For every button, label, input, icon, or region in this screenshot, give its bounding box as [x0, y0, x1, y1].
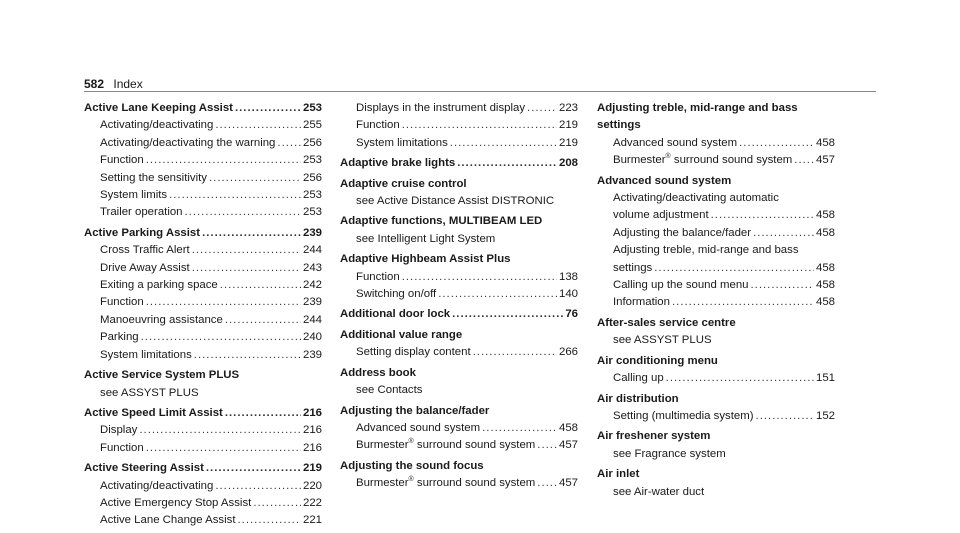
- entry-label: Air conditioning menu: [597, 354, 718, 367]
- entry-label: see ASSYST PLUS: [613, 334, 712, 347]
- page-reference: 457: [815, 154, 835, 167]
- dot-leader: [672, 294, 814, 311]
- dot-leader: [225, 312, 301, 329]
- entry-label: Adjusting treble, mid-range and bass: [597, 102, 798, 114]
- entry-label: Information: [613, 296, 670, 309]
- index-entry: [340, 117, 578, 134]
- entry-label: Display: [100, 424, 138, 437]
- page-reference: 219: [558, 136, 578, 149]
- index-entry: [597, 135, 835, 152]
- dot-leader: [146, 440, 301, 457]
- entry-label: Displays in the instrument display: [356, 102, 526, 114]
- entry-label: Additional value range: [340, 328, 463, 341]
- index-entry: [340, 231, 578, 248]
- page-number: 582: [84, 77, 105, 91]
- entry-label: Trailer operation: [100, 206, 183, 219]
- page-reference: 458: [815, 296, 835, 309]
- entry-label: Air freshener system: [597, 430, 711, 443]
- index-column-1: [84, 100, 322, 530]
- index-entry: [340, 286, 578, 303]
- index-entry: [84, 422, 322, 439]
- index-entry: [340, 269, 578, 286]
- entry-label: Activating/deactivating: [100, 119, 214, 132]
- page-reference: 458: [815, 136, 835, 149]
- dot-leader: [139, 422, 301, 439]
- dot-leader: [756, 408, 814, 425]
- index-entry: [597, 277, 835, 294]
- entry-label: Function: [100, 296, 144, 309]
- dot-leader: [235, 100, 301, 117]
- entry-label: Advanced sound system: [597, 174, 732, 187]
- index-heading: [340, 155, 578, 172]
- index-entry: [340, 344, 578, 361]
- entry-label: Adaptive functions, MULTIBEAM LED: [340, 215, 543, 228]
- dot-leader: [220, 277, 301, 294]
- entry-label: Air inlet: [597, 468, 640, 481]
- dot-leader: [141, 329, 301, 346]
- index-entry: [597, 484, 835, 501]
- index-heading: [340, 213, 578, 230]
- index-entry: [84, 329, 322, 346]
- index-entry: [597, 152, 835, 169]
- dot-leader: [169, 187, 301, 204]
- entry-label: Active Service System PLUS: [84, 369, 240, 382]
- index-heading: [84, 405, 322, 422]
- entry-label: Exiting a parking space: [100, 279, 218, 292]
- index-entry: [84, 294, 322, 311]
- page-reference: 243: [302, 261, 322, 274]
- dot-leader: [402, 117, 557, 134]
- index-entry: [597, 332, 835, 349]
- entry-label: Switching on/off: [356, 288, 437, 301]
- dot-leader: [253, 495, 301, 512]
- entry-label: Setting the sensitivity: [100, 171, 207, 184]
- index-entry: [340, 420, 578, 437]
- entry-label: Drive Away Assist: [100, 261, 190, 274]
- page-reference: 253: [302, 102, 322, 114]
- index-heading: [84, 225, 322, 242]
- entry-label: After-sales service centre: [597, 316, 736, 329]
- page-reference: 458: [815, 226, 835, 239]
- page-reference: 457: [558, 439, 578, 452]
- header-rule: [84, 91, 876, 92]
- entry-label: see Contacts: [356, 384, 423, 397]
- index-entry: [597, 225, 835, 242]
- index-heading: [84, 100, 322, 117]
- dot-leader: [753, 225, 814, 242]
- index-heading: [597, 100, 835, 117]
- entry-label: Burmester® surround sound system: [613, 153, 793, 167]
- dot-leader: [666, 370, 814, 387]
- entry-label: see Air-water duct: [613, 485, 705, 498]
- entry-label: see Active Distance Assist DISTRONIC: [356, 195, 555, 208]
- index-entry: [84, 312, 322, 329]
- dot-leader: [185, 204, 301, 221]
- index-heading: [340, 458, 578, 475]
- entry-label: Adaptive cruise control: [340, 177, 467, 190]
- page-reference: 255: [302, 119, 322, 132]
- page-reference: 216: [302, 441, 322, 454]
- entry-label: Function: [356, 270, 400, 283]
- index-column-2: [340, 100, 578, 493]
- entry-label: settings: [613, 261, 653, 274]
- index-entry: [597, 242, 835, 259]
- dot-leader: [146, 152, 301, 169]
- index-entry: [84, 440, 322, 457]
- entry-label: Advanced sound system: [613, 136, 738, 149]
- page-reference: 216: [302, 424, 322, 437]
- page-reference: 458: [558, 421, 578, 434]
- page-reference: 244: [302, 313, 322, 326]
- dot-leader: [277, 135, 301, 152]
- entry-label: Activating/deactivating the warning: [100, 136, 276, 149]
- entry-label: Activating/deactivating automatic: [613, 192, 779, 205]
- index-entry: [597, 446, 835, 463]
- entry-label: Adjusting the balance/fader: [613, 226, 752, 239]
- index-heading: [597, 173, 835, 190]
- entry-label: Active Lane Change Assist: [100, 514, 236, 527]
- entry-label: Additional door lock: [340, 308, 451, 321]
- index-entry: [84, 170, 322, 187]
- entry-label: Calling up the sound menu: [613, 279, 749, 292]
- dot-leader: [457, 155, 557, 172]
- index-entry: [597, 408, 835, 425]
- page-reference: 220: [302, 479, 322, 492]
- entry-label: Active Parking Assist: [84, 226, 201, 239]
- index-entry: [84, 512, 322, 529]
- dot-leader: [450, 135, 557, 152]
- index-entry: [340, 382, 578, 399]
- page-reference: 239: [302, 296, 322, 309]
- entry-label: Active Steering Assist: [84, 462, 204, 475]
- index-entry: [597, 294, 835, 311]
- index-heading: [597, 117, 835, 134]
- page-reference: 256: [302, 171, 322, 184]
- index-entry: [84, 385, 322, 402]
- index-entry: [597, 190, 835, 207]
- page-reference: 253: [302, 154, 322, 167]
- dot-leader: [194, 347, 301, 364]
- entry-label: Burmester® surround sound system: [356, 476, 536, 490]
- page-reference: 244: [302, 244, 322, 257]
- dot-leader: [206, 460, 301, 477]
- dot-leader: [192, 242, 301, 259]
- page-header: [84, 77, 143, 91]
- entry-label: System limits: [100, 189, 168, 202]
- index-heading: [597, 428, 835, 445]
- page-reference: 152: [815, 409, 835, 422]
- page-reference: 458: [815, 209, 835, 222]
- entry-label: Cross Traffic Alert: [100, 244, 190, 257]
- dot-leader: [654, 260, 814, 277]
- entry-label: Activating/deactivating: [100, 479, 214, 492]
- index-heading: [340, 306, 578, 323]
- dot-leader: [215, 117, 301, 134]
- entry-label: System limitations: [100, 348, 192, 361]
- dot-leader: [482, 420, 557, 437]
- index-entry: [84, 204, 322, 221]
- entry-label: Active Speed Limit Assist: [84, 406, 223, 419]
- entry-label: volume adjustment: [613, 209, 709, 222]
- entry-label: Manoeuvring assistance: [100, 313, 223, 326]
- page-reference: 222: [302, 496, 322, 509]
- entry-label: see Fragrance system: [613, 447, 726, 460]
- dot-leader: [225, 405, 301, 422]
- page-reference: 242: [302, 279, 322, 292]
- dot-leader: [238, 512, 301, 529]
- dot-leader: [209, 170, 301, 187]
- entry-label: Air distribution: [597, 392, 679, 405]
- dot-leader: [537, 437, 557, 454]
- index-entry: [597, 260, 835, 277]
- page-reference: 458: [815, 261, 835, 274]
- index-entry: [340, 437, 578, 454]
- dot-leader: [739, 135, 814, 152]
- page-reference: 223: [558, 102, 578, 114]
- entry-label: System limitations: [356, 136, 448, 149]
- entry-label: Advanced sound system: [356, 421, 481, 434]
- entry-label: Adjusting the balance/fader: [340, 404, 490, 417]
- entry-label: Adjusting treble, mid-range and bass: [613, 244, 799, 257]
- page-reference: 221: [302, 514, 322, 527]
- index-heading: [340, 176, 578, 193]
- index-entry: [597, 370, 835, 387]
- index-heading: [84, 367, 322, 384]
- dot-leader: [192, 260, 301, 277]
- index-entry: [84, 347, 322, 364]
- index-heading: [340, 365, 578, 382]
- dot-leader: [794, 152, 814, 169]
- entry-label: Setting display content: [356, 346, 471, 359]
- entry-label: see ASSYST PLUS: [100, 386, 199, 399]
- page-reference: 266: [558, 346, 578, 359]
- page-reference: 256: [302, 136, 322, 149]
- entry-label: Adjusting the sound focus: [340, 459, 484, 472]
- index-heading: [340, 251, 578, 268]
- page-reference: 138: [558, 270, 578, 283]
- page-reference: 216: [302, 406, 322, 419]
- entry-label: Function: [100, 154, 144, 167]
- page-reference: 151: [815, 372, 835, 385]
- page-reference: 253: [302, 206, 322, 219]
- entry-label: Burmester® surround sound system: [356, 438, 536, 452]
- index-heading: [340, 403, 578, 420]
- index-entry: [84, 260, 322, 277]
- page-reference: 253: [302, 189, 322, 202]
- index-entry: [84, 117, 322, 134]
- index-heading: [597, 391, 835, 408]
- page-reference: 239: [302, 226, 322, 239]
- index-entry: [84, 152, 322, 169]
- entry-label: Function: [356, 119, 400, 132]
- entry-label: Address book: [340, 366, 416, 379]
- index-column-3: [597, 100, 835, 501]
- index-heading: [340, 327, 578, 344]
- index-entry: [84, 242, 322, 259]
- page-reference: 140: [558, 288, 578, 301]
- index-entry: [84, 495, 322, 512]
- entry-label: Active Emergency Stop Assist: [100, 496, 252, 509]
- entry-label: settings: [597, 119, 641, 132]
- entry-label: Active Lane Keeping Assist: [84, 102, 233, 114]
- index-heading: [84, 460, 322, 477]
- page-reference: 219: [558, 119, 578, 132]
- page-reference: 458: [815, 279, 835, 292]
- dot-leader: [751, 277, 814, 294]
- index-entry: [340, 193, 578, 210]
- entry-label: Setting (multimedia system): [613, 409, 754, 422]
- dot-leader: [473, 344, 557, 361]
- entry-label: Adaptive brake lights: [340, 157, 456, 170]
- index-entry: [84, 187, 322, 204]
- page-reference: 457: [558, 477, 578, 490]
- index-entry: [340, 475, 578, 492]
- page-reference: 240: [302, 331, 322, 344]
- dot-leader: [402, 269, 557, 286]
- dot-leader: [527, 100, 557, 117]
- dot-leader: [537, 475, 557, 492]
- dot-leader: [146, 294, 301, 311]
- page-reference: 76: [565, 308, 578, 321]
- page-reference: 239: [302, 348, 322, 361]
- entry-label: Calling up: [613, 372, 664, 385]
- index-entry: [84, 478, 322, 495]
- page-reference: 208: [558, 157, 578, 170]
- entry-label: Function: [100, 441, 144, 454]
- index-entry: [84, 277, 322, 294]
- index-heading: [597, 466, 835, 483]
- entry-label: see Intelligent Light System: [356, 232, 496, 245]
- dot-leader: [215, 478, 301, 495]
- dot-leader: [438, 286, 557, 303]
- dot-leader: [202, 225, 301, 242]
- dot-leader: [452, 306, 563, 323]
- index-entry: [340, 135, 578, 152]
- index-entry: [340, 100, 578, 117]
- entry-label: Parking: [100, 331, 139, 344]
- index-entry: [597, 207, 835, 224]
- index-heading: [597, 315, 835, 332]
- index-heading: [597, 353, 835, 370]
- index-entry: [84, 135, 322, 152]
- page-title: Index: [113, 77, 143, 91]
- entry-label: Adaptive Highbeam Assist Plus: [340, 253, 511, 266]
- dot-leader: [711, 207, 814, 224]
- page-reference: 219: [302, 462, 322, 475]
